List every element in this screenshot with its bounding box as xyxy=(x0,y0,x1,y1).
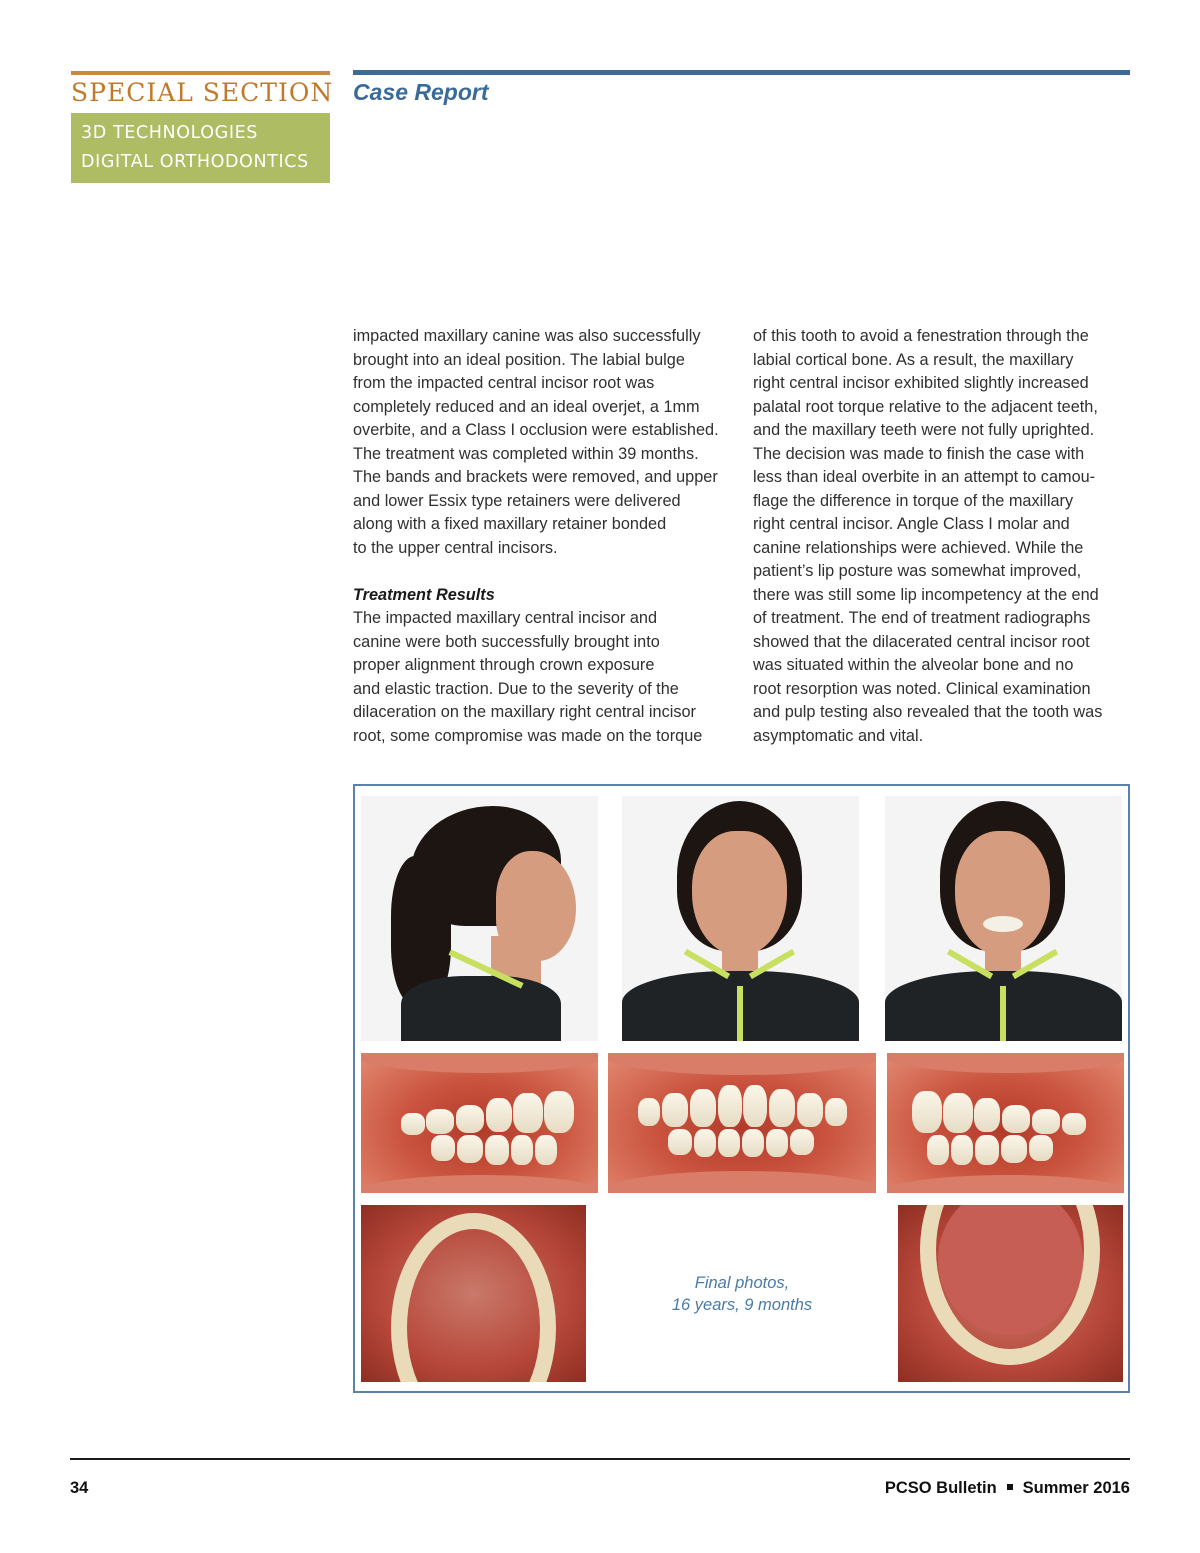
text-line: and elastic traction. Due to the severity of the xyxy=(353,679,679,698)
text-line: overbite, and a Class I occlusion were established. xyxy=(353,421,719,439)
text-line: there was still some lip incompetency at the end xyxy=(753,585,1099,604)
text-line: along with a fixed maxillary retainer bonded xyxy=(353,515,667,533)
text-line: right central incisor exhibited slightly increased xyxy=(753,374,1089,392)
text-line: of treatment. The end of treatment radiographs xyxy=(753,609,1091,627)
figure-caption xyxy=(657,1272,827,1316)
text-line: and lower Essix type retainers were delivered xyxy=(353,491,681,510)
section-topic-line-2: DIGITAL ORTHODONTICS xyxy=(81,152,309,172)
intraoral-right-photo xyxy=(361,1053,598,1193)
text-line: showed that the dilacerated central incisor root xyxy=(753,632,1090,651)
figure-caption-line-1: Final photos, xyxy=(694,1274,790,1292)
separator-square-icon xyxy=(1007,1484,1013,1490)
figure-caption-line-2: 16 years, 9 months xyxy=(671,1296,813,1314)
text-line: labial cortical bone. As a result, the maxillary xyxy=(753,350,1074,369)
text-line: palatal root torque relative to the adjacent teeth, xyxy=(753,397,1098,416)
smiling-face-photo xyxy=(885,796,1122,1041)
text-line: was situated within the alveolar bone and no xyxy=(753,656,1074,674)
text-line: root resorption was noted. Clinical examination xyxy=(753,679,1091,698)
text-line: right central incisor. Angle Class I molar and xyxy=(753,515,1070,533)
text-line: canine relationships were achieved. While the xyxy=(753,538,1084,557)
text-line: and pulp testing also revealed that the tooth was xyxy=(753,703,1103,721)
text-line: of this tooth to avoid a fenestration through the xyxy=(753,327,1089,345)
footer-publication xyxy=(885,1479,1130,1498)
text-line: canine were both successfully brought into xyxy=(353,632,660,651)
text-line: asymptomatic and vital. xyxy=(753,726,924,745)
text-line: completely reduced and an ideal overjet, a 1mm xyxy=(353,397,700,416)
body-column-right xyxy=(753,325,1133,748)
text-line: The impacted maxillary central incisor and xyxy=(353,609,658,627)
text-line: less than ideal overbite in an attempt to camou- xyxy=(753,468,1096,486)
paragraph-gap xyxy=(353,560,733,584)
text-line: root, some compromise was made on the torque xyxy=(353,726,703,745)
special-section-title: SPECIAL SECTION xyxy=(71,78,334,107)
intraoral-frontal-photo xyxy=(608,1053,876,1193)
publication-name: PCSO Bulletin xyxy=(884,1479,997,1497)
section-topic-box xyxy=(71,113,330,183)
final-photos-figure xyxy=(353,784,1130,1393)
text-line: flage the difference in torque of the maxillary xyxy=(753,491,1074,510)
text-line: from the impacted central incisor root was xyxy=(353,374,655,392)
section-topic-line-1: 3D TECHNOLOGIES xyxy=(81,123,258,143)
subheading-treatment-results: Treatment Results xyxy=(353,585,495,604)
text-line: brought into an ideal position. The labial bulge xyxy=(353,350,685,369)
lower-occlusal-photo xyxy=(898,1205,1123,1382)
text-line: dilaceration on the maxillary right central incisor xyxy=(353,703,696,721)
body-column-left xyxy=(353,325,733,748)
page-number: 34 xyxy=(70,1479,89,1497)
text-line: and the maxillary teeth were not fully uprighted. xyxy=(753,421,1095,439)
footer-rule xyxy=(70,1458,1130,1460)
upper-occlusal-photo xyxy=(361,1205,586,1382)
case-report-rule xyxy=(353,70,1130,75)
profile-face-photo xyxy=(361,796,598,1041)
text-line: to the upper central incisors. xyxy=(353,538,558,557)
text-line: proper alignment through crown exposure xyxy=(353,656,655,674)
text-line: impacted maxillary canine was also successfully xyxy=(353,327,701,345)
text-line: The decision was made to finish the case with xyxy=(753,444,1085,463)
text-line: The bands and brackets were removed, and upper xyxy=(353,468,718,486)
special-section-rule xyxy=(71,71,330,75)
issue-name: Summer 2016 xyxy=(1022,1479,1130,1497)
intraoral-left-photo xyxy=(887,1053,1124,1193)
text-line: The treatment was completed within 39 months. xyxy=(353,444,699,463)
text-line: patient’s lip posture was somewhat improved, xyxy=(753,562,1082,580)
case-report-title: Case Report xyxy=(353,79,489,105)
frontal-face-photo xyxy=(622,796,859,1041)
